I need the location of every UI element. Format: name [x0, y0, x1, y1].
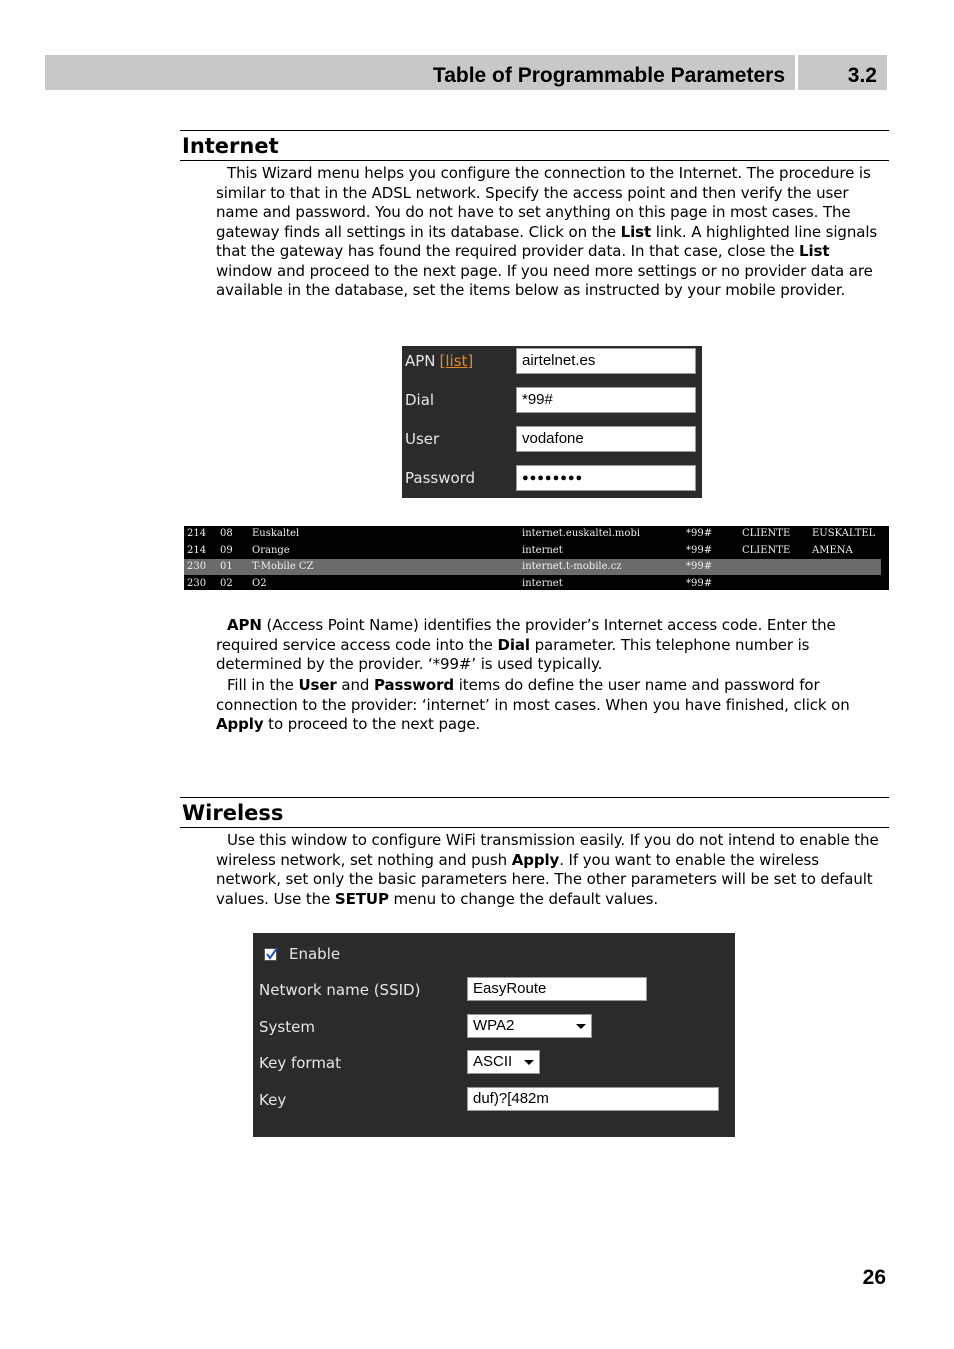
provider-cell: AMENA — [812, 544, 853, 556]
text-run: Fill in the — [227, 676, 299, 694]
provider-cell: *99# — [686, 561, 713, 572]
bold-term: Apply — [511, 850, 560, 869]
bold-term: APN — [227, 616, 262, 634]
system-label: System — [259, 1018, 315, 1036]
internet-heading: Internet — [182, 134, 279, 158]
key-label: Key — [259, 1091, 287, 1109]
text-run: menu to change the default values. — [388, 889, 659, 908]
chevron-down-icon — [524, 1060, 534, 1065]
provider-cell: internet.euskaltel.mobi — [522, 528, 641, 539]
enable-label: Enable — [289, 945, 341, 963]
provider-cell: 02 — [220, 577, 233, 589]
provider-cell: *99# — [686, 528, 713, 539]
provider-cell: *99# — [686, 577, 713, 589]
provider-row[interactable] — [184, 576, 889, 592]
bold-term: Password — [373, 676, 455, 694]
user-row — [402, 424, 702, 454]
bold-term: Apply — [216, 715, 264, 733]
user-password-paragraph — [216, 676, 888, 735]
provider-cell: 08 — [220, 528, 233, 539]
checkmark-icon — [265, 947, 279, 961]
provider-cell: internet — [522, 544, 563, 556]
text-run: parameter. This telephone number is determined by the provider. ‘*99#’ is used typically. — [216, 635, 810, 673]
text-run: This Wizard menu helps you configure the connection to the Internet. The procedure is similar to that in the ADSL network. Specify the access point and then verify the user name and password. You do not have to set anything on this page in most cases. The gateway finds all settings in its database. Click on the — [216, 164, 871, 241]
text-run: link. A highlighted line signals that the gateway has found the required provider data. In that case, close the — [216, 222, 878, 260]
apn-settings-form — [402, 346, 702, 498]
dial-input[interactable]: *99# — [516, 387, 696, 413]
provider-cell: Orange — [252, 544, 290, 556]
header-bar — [45, 55, 795, 90]
bold-term: SETUP — [334, 889, 389, 908]
key-format-select[interactable] — [467, 1050, 540, 1074]
ssid-label: Network name (SSID) — [259, 981, 421, 999]
text-run: (Access Point Name) identifies the provider’s Internet access code. Enter the required service access code into the — [216, 616, 836, 654]
provider-cell: CLIENTE — [742, 528, 791, 539]
provider-cell: 09 — [220, 544, 233, 556]
provider-cell: CLIENTE — [742, 544, 791, 556]
bold-term: Dial — [497, 635, 530, 654]
provider-cell: internet — [522, 577, 563, 589]
system-row — [253, 1012, 735, 1042]
wireless-heading-bar — [180, 797, 889, 828]
page-number: 26 — [862, 1266, 886, 1289]
text-run: Use this window to configure WiFi transmission easily. If you do not intend to enable the wireless network, set nothing and push — [216, 831, 879, 869]
provider-cell: *99# — [686, 544, 713, 556]
provider-cell: Euskaltel — [252, 528, 300, 539]
internet-intro-paragraph — [216, 164, 888, 301]
text-run: items do define the user name and password for connection to the provider: ‘internet’ in most cases. When you have finished, click on — [216, 676, 850, 714]
dial-row — [402, 385, 702, 415]
apn-label: APN — [405, 352, 436, 370]
provider-cell: EUSKALTEL — [812, 528, 876, 539]
provider-cell: 230 — [187, 577, 207, 589]
system-select-value: WPA2 — [473, 1017, 515, 1034]
provider-row[interactable] — [184, 559, 881, 575]
user-input[interactable]: vodafone — [516, 426, 696, 452]
provider-cell: 230 — [187, 561, 207, 572]
key-row — [253, 1085, 735, 1115]
apn-input[interactable]: airtelnet.es — [516, 348, 696, 374]
enable-checkbox[interactable] — [264, 948, 277, 961]
key-format-label: Key format — [259, 1054, 342, 1072]
wireless-heading: Wireless — [182, 801, 284, 825]
system-select[interactable] — [467, 1014, 592, 1038]
apn-list-link[interactable]: [list] — [439, 352, 474, 370]
password-input[interactable]: ●●●●●●●● — [516, 465, 696, 491]
dial-label: Dial — [405, 391, 435, 409]
provider-cell: 214 — [187, 544, 207, 556]
wireless-intro-paragraph — [216, 831, 888, 909]
bold-term: List — [799, 242, 830, 260]
provider-cell: internet.t-mobile.cz — [522, 561, 622, 572]
bold-term: List — [620, 222, 652, 241]
internet-heading-bar — [180, 130, 889, 161]
apn-row — [402, 346, 702, 376]
text-run: and — [336, 676, 374, 694]
header-title: Table of Programmable Parameters — [432, 64, 785, 87]
text-run: window and proceed to the next page. If you need more settings or no provider data are available in the database, set the items below as instructed by your mobile provider. — [216, 261, 873, 299]
key-format-select-value: ASCII — [473, 1053, 513, 1070]
bold-term: User — [298, 676, 337, 694]
text-run: to proceed to the next page. — [263, 715, 481, 733]
user-label: User — [405, 430, 440, 448]
provider-cell: O2 — [252, 577, 267, 589]
key-format-row — [253, 1048, 735, 1078]
password-row — [402, 463, 702, 493]
ssid-row — [253, 975, 735, 1005]
provider-row[interactable] — [184, 526, 889, 542]
ssid-input[interactable]: EasyRoute — [467, 977, 647, 1001]
chevron-down-icon — [576, 1024, 586, 1029]
wireless-settings-form — [253, 933, 735, 1137]
key-input[interactable]: duf)?[482m — [467, 1087, 719, 1111]
enable-row — [253, 939, 735, 969]
provider-list-table — [184, 526, 889, 590]
provider-row[interactable] — [184, 543, 889, 559]
apn-description-paragraph — [216, 616, 888, 675]
text-run: . If you want to enable the wireless network, set only the basic parameters here. The other parameters will be set to default values. Use the — [216, 850, 873, 908]
header-section-number: 3.2 — [798, 55, 887, 90]
provider-cell: T-Mobile CZ — [252, 561, 314, 572]
provider-cell: 214 — [187, 528, 207, 539]
provider-cell: 01 — [220, 561, 233, 572]
password-label: Password — [405, 469, 476, 487]
